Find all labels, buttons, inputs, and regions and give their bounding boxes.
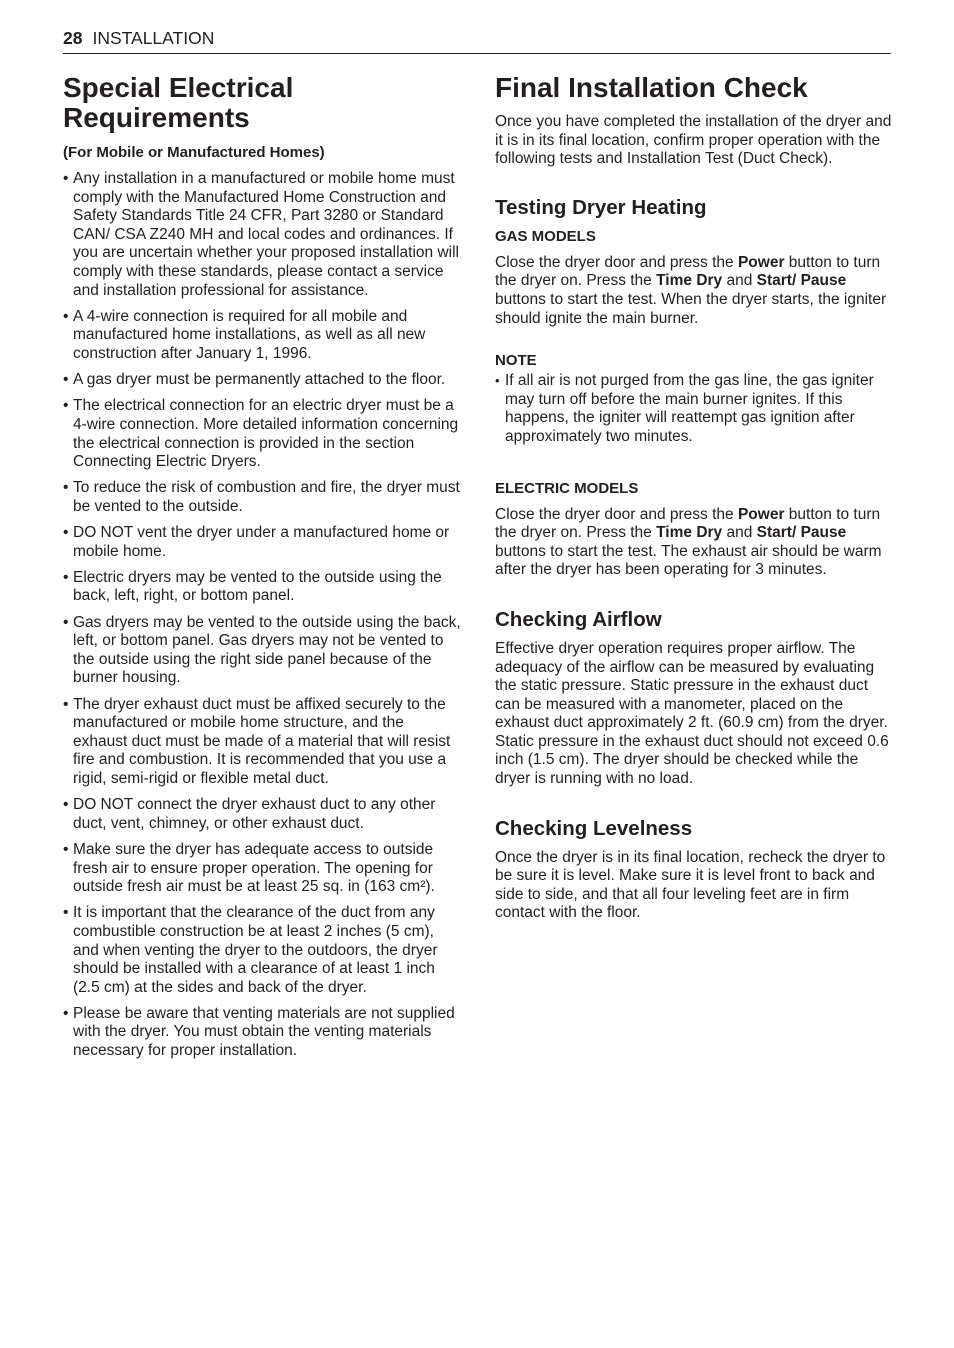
list-item: • The electrical connection for an electric dryer must be a 4-wire connection. More detailed information concerning the electrical connection is provided in the section Connecting Electric Dryers. [63, 397, 461, 471]
special-electrical-title: Special Electrical Requirements [63, 72, 294, 133]
time-dry-label: Time Dry [656, 524, 723, 542]
testing-heating-heading: Testing Dryer Heating [495, 195, 707, 219]
requirements-list [63, 170, 461, 1061]
list-item: • DO NOT vent the dryer under a manufactured home or mobile home. [63, 524, 461, 561]
page-header [63, 27, 891, 54]
right-column [495, 73, 895, 923]
electric-models-heading: ELECTRIC MODELS [495, 479, 639, 497]
final-installation-title: Final Installation Check [495, 72, 808, 103]
electric-models-text: Close the dryer door and press the Power button to turn the dryer on. Press the Time Dry and Start/ Pause buttons to start the test. The exhaust air should be warm after the dryer has been operating for 3 minutes. [495, 505, 882, 579]
left-column [63, 73, 461, 1068]
gas-models-text: Close the dryer door and press the Power button to turn the dryer on. Press the Time Dry and Start/ Pause buttons to start the test. When the dryer starts, the igniter should ignite the main burner. [495, 253, 887, 327]
airflow-text: Effective dryer operation requires proper airflow. The adequacy of the airflow can be measured by evaluating the static pressure. Static pressure in the exhaust duct can be measured with a manometer, placed on the exhaust duct approximately 2 ft. (60.9 cm) from the dryer. Static pressure in the exhaust duct should not exceed 0.6 inch (1.5 cm). The dryer should be checked while the dryer is running with no load. [495, 639, 889, 788]
list-item: • A gas dryer must be permanently attached to the floor. [63, 371, 461, 390]
list-item: • To reduce the risk of combustion and fire, the dryer must be vented to the outside. [63, 479, 461, 516]
list-item: • A 4-wire connection is required for all mobile and manufactured home installations, as well as all new construction after January 1, 1996. [63, 308, 461, 364]
note-heading: NOTE [495, 352, 537, 370]
page-number: 28 [63, 28, 83, 48]
mobile-homes-subtitle: (For Mobile or Manufactured Homes) [63, 144, 325, 161]
list-item: • Make sure the dryer has adequate access to outside fresh air to ensure proper operation. The opening for outside fresh air must be at least 25 sq. in (163 cm²). [63, 841, 461, 897]
gas-models-heading: GAS MODELS [495, 227, 596, 245]
checking-airflow-heading: Checking Airflow [495, 607, 662, 631]
start-pause-label: Start/ Pause [756, 272, 847, 290]
list-item: • Any installation in a manufactured or mobile home must comply with the Manufactured Home Construction and Safety Standards Title 24 CFR, Part 3280 or Standard CAN/ CSA Z240 MH and local codes and ordinances. If you are uncertain whether your proposed installation will comply with these standards, please contact a service and installation professional for assistance. [63, 170, 461, 300]
list-item: • It is important that the clearance of the duct from any combustible construction be at least 2 inches (5 cm), and when venting the dryer to the outdoors, the dryer should be installed with a clearance of at least 1 inch (2.5 cm) at the sides and back of the dryer. [63, 904, 461, 997]
section-title: INSTALLATION [92, 28, 215, 48]
final-check-intro: Once you have completed the installation of the dryer and it is in its final location, confirm proper operation with the following tests and Installation Test (Duct Check). [495, 113, 892, 168]
list-item: • Gas dryers may be vented to the outside using the back, left, or bottom panel. Gas dryers may not be vented to the outside using the right side panel because of the burner housing. [63, 614, 461, 688]
start-pause-label: Start/ Pause [756, 524, 847, 542]
list-item: • DO NOT connect the dryer exhaust duct to any other duct, vent, chimney, or other exhaust duct. [63, 796, 461, 833]
power-label: Power [737, 505, 785, 523]
list-item: • The dryer exhaust duct must be affixed securely to the manufactured or mobile home structure, and the exhaust duct must be made of a material that will resist fire and combustion. It is recommended that you use a rigid, semi-rigid or flexible metal duct. [63, 696, 461, 789]
list-item: • Please be aware that venting materials are not supplied with the dryer. You must obtain the venting materials necessary for proper installation. [63, 1005, 461, 1061]
levelness-text: Once the dryer is in its final location, recheck the dryer to be sure it is level. Make sure it is level front to back and side to side, and that all four leveling feet are in firm contact with the floor. [495, 848, 886, 922]
time-dry-label: Time Dry [656, 272, 723, 290]
checking-levelness-heading: Checking Levelness [495, 816, 693, 840]
list-item: • If all air is not purged from the gas line, the gas igniter may turn off before the main burner ignites. If this happens, the igniter will reattempt gas ignition after approximately two minutes. [495, 372, 895, 446]
list-item: • Electric dryers may be vented to the outside using the back, left, right, or bottom panel. [63, 569, 461, 606]
power-label: Power [737, 253, 785, 271]
note-list [495, 372, 895, 446]
